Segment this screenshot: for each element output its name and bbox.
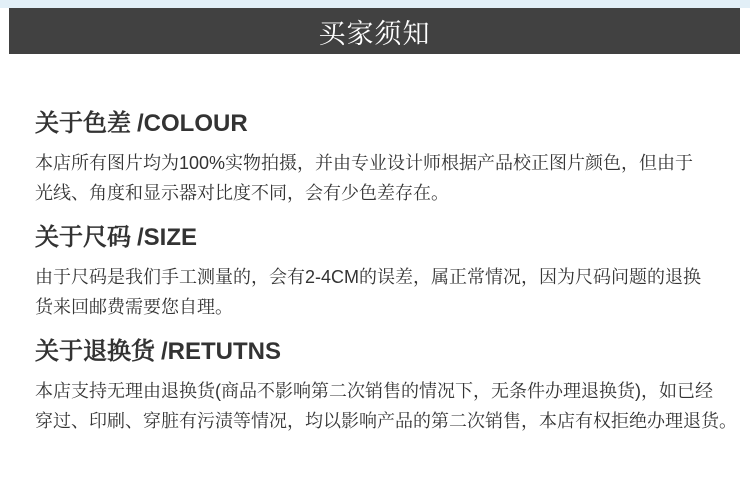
section-title-en: /COLOUR <box>137 110 248 137</box>
section-size <box>35 223 730 322</box>
section-title <box>35 109 730 139</box>
paragraph-line: 光线、角度和显示器对比度不同，会有少色差存在。 <box>35 183 449 203</box>
page-title: 买家须知 <box>318 18 431 49</box>
section-colour <box>35 109 730 208</box>
paragraph-line: 本店所有图片均为100%实物拍摄，并由专业设计师根据产品校正图片颜色，但由于 <box>35 153 694 173</box>
notice-content <box>0 54 750 436</box>
section-title-en: /RETUTNS <box>161 338 281 365</box>
section-title-zh: 关于尺码 <box>35 224 131 251</box>
section-returns <box>35 337 737 436</box>
paragraph-line: 本店支持无理由退换货(商品不影响第二次销售的情况下，无条件办理退换货)，如已经 <box>35 381 713 401</box>
paragraph-line: 货来回邮费需要您自理。 <box>35 297 233 317</box>
top-accent-strip <box>0 0 750 8</box>
section-title <box>35 223 730 253</box>
header-bar <box>9 8 740 54</box>
section-title <box>35 337 730 367</box>
section-title-zh: 关于退换货 <box>35 338 155 365</box>
paragraph-line: 穿过、印刷、穿脏有污渍等情况，均以影响产品的第二次销售，本店有权拒绝办理退货。 <box>35 411 737 431</box>
section-title-zh: 关于色差 <box>35 110 131 137</box>
section-title-en: /SIZE <box>137 224 198 251</box>
paragraph-line: 由于尺码是我们手工测量的，会有2-4CM的误差，属正常情况，因为尺码问题的退换 <box>35 267 702 287</box>
